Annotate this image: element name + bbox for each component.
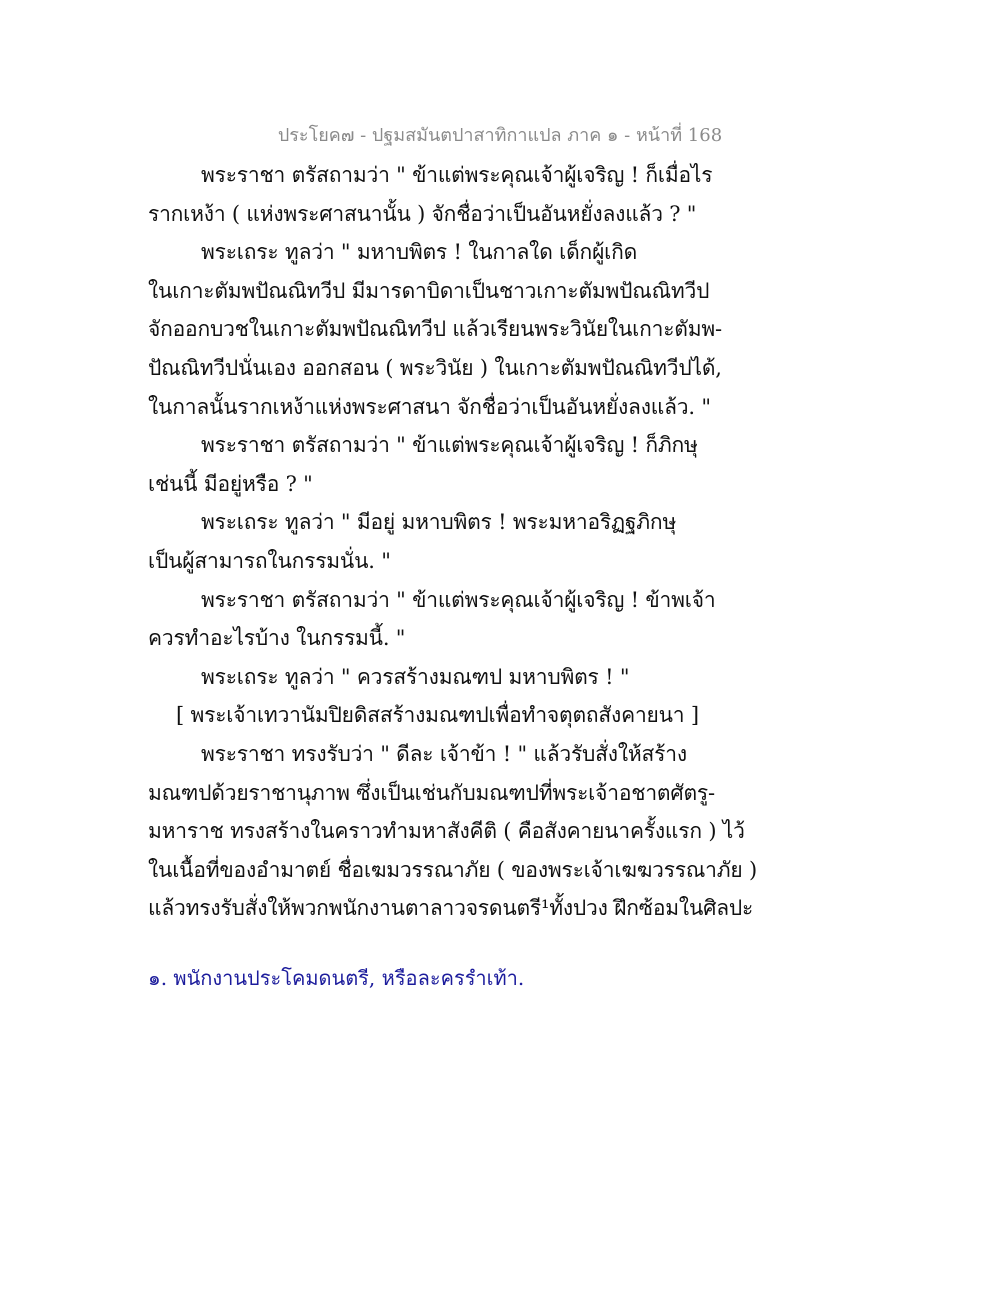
text-line: ควรทำอะไรบ้าง ในกรรมนี้. " bbox=[148, 626, 406, 651]
text-line: พระเถระ ทูลว่า " มหาบพิตร ! ในกาลใด เด็กผู้เกิด bbox=[201, 240, 638, 265]
text-line: พระราชา ตรัสถามว่า " ข้าแต่พระคุณเจ้าผู้เจริญ ! ก็ภิกษุ bbox=[201, 433, 698, 458]
text-line: ในกาลนั้นรากเหง้าแห่งพระศาสนา จักชื่อว่าเป็นอันหยั่งลงแล้ว. " bbox=[148, 394, 711, 419]
text-line: จักออกบวชในเกาะตัมพปัณณิทวีป แล้วเรียนพระวินัยในเกาะตัมพ- bbox=[148, 317, 722, 342]
text-line: พระเถระ ทูลว่า " ควรสร้างมณฑป มหาบพิตร ! " bbox=[201, 664, 630, 689]
text-line: มหาราช ทรงสร้างในคราวทำมหาสังคีติ ( คือสังคายนาครั้งแรก ) ไว้ bbox=[148, 819, 745, 844]
text-line: เป็นผู้สามารถในกรรมนั่น. " bbox=[148, 548, 391, 573]
text-line: พระราชา ตรัสถามว่า " ข้าแต่พระคุณเจ้าผู้เจริญ ! ก็เมื่อไร bbox=[201, 163, 713, 187]
text-line: เช่นนี้ มีอยู่หรือ ? " bbox=[148, 471, 313, 496]
section-heading: [ พระเจ้าเทวานัมปิยดิสสร้างมณฑปเพื่อทำจตุตถสังคายนา ] bbox=[176, 703, 699, 728]
text-line: มณฑปด้วยราชานุภาพ ซึ่งเป็นเช่นกับมณฑปที่พระเจ้าอชาตศัตรู- bbox=[148, 780, 715, 805]
text-line: แล้วทรงรับสั่งให้พวกพนักงานตาลาวจรดนตรี¹ทั้งปวง ฝึกซ้อมในศิลปะ bbox=[148, 896, 754, 921]
page-header: ประโยค๗ - ปฐมสมันตปาสาทิกาแปล ภาค ๑ - หน้าที่ 168 bbox=[277, 125, 723, 146]
text-line: ในเกาะตัมพปัณณิทวีป มีมารดาบิดาเป็นชาวเกาะตัมพปัณณิทวีป bbox=[148, 278, 710, 303]
text-line: ปัณณิทวีปนั่นเอง ออกสอน ( พระวินัย ) ในเกาะตัมพปัณณิทวีปได้, bbox=[148, 355, 722, 380]
footnote: ๑. พนักงานประโคมดนตรี, หรือละครรำเท้า. bbox=[148, 966, 525, 990]
text-line: พระราชา ตรัสถามว่า " ข้าแต่พระคุณเจ้าผู้เจริญ ! ข้าพเจ้า bbox=[201, 587, 716, 612]
body-text bbox=[148, 156, 848, 928]
text-line: ในเนื้อที่ของอำมาตย์ ชื่อเฆมวรรณาภัย ( ของพระเจ้าเฆฆวรรณาภัย ) bbox=[148, 857, 757, 882]
text-line: รากเหง้า ( แห่งพระศาสนานั้น ) จักชื่อว่าเป็นอันหยั่งลงแล้ว ? " bbox=[148, 201, 697, 226]
text-line: พระเถระ ทูลว่า " มีอยู่ มหาบพิตร ! พระมหาอริฏฐภิกษุ bbox=[201, 510, 677, 535]
text-line: พระราชา ทรงรับว่า " ดีละ เจ้าข้า ! " แล้วรับสั่งให้สร้าง bbox=[201, 741, 687, 766]
